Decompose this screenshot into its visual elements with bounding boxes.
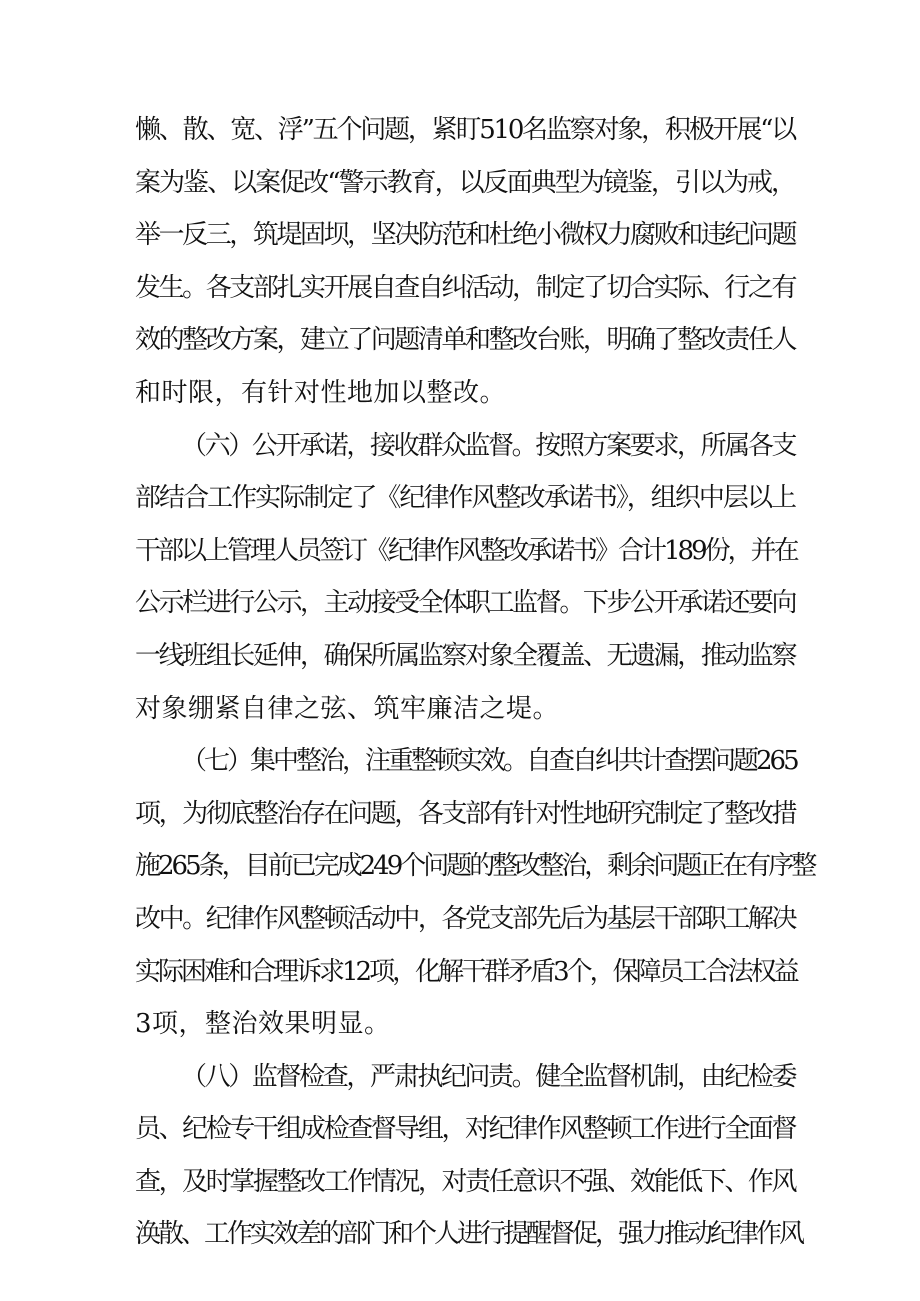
- text-line: 一线班组长延伸，确保所属监察对象全覆盖、无遗漏，推动监察: [135, 640, 795, 671]
- text-line: 发生。各支部扎实开展自查自纠活动，制定了切合实际、行之有: [135, 272, 795, 303]
- text-line: 3项，整治效果明显。: [135, 1009, 391, 1040]
- paragraph-7-centralized-rectification: [135, 735, 815, 1051]
- document-body: [135, 104, 815, 1261]
- text-line: 对象绷紧自律之弦、筑牢廉洁之堤。: [135, 693, 560, 724]
- text-line: 和时限，有针对性地加以整改。: [135, 377, 507, 408]
- paragraph-6-public-commitment: [135, 420, 795, 736]
- text-line: 效的整改方案，建立了问题清单和整改台账，明确了整改责任人: [135, 325, 795, 356]
- text-line: 实际困难和合理诉求12项，化解干群矛盾3个，保障员工合法权益: [135, 956, 797, 987]
- text-line: 公示栏进行公示，主动接受全体职工监督。下步公开承诺还要向: [135, 588, 795, 619]
- paragraph-5-continuation: [135, 104, 795, 420]
- text-line-indented: （七）集中整治，注重整顿实效。自查自纠共计查摆问题265: [181, 746, 797, 777]
- text-line: 举一反三，筑堤固坝，坚决防范和杜绝小微权力腐败和违纪问题: [135, 220, 795, 251]
- text-line: 员、纪检专干组成检查督导组，对纪律作风整顿工作进行全面督: [135, 1114, 795, 1145]
- text-line: 项，为彻底整治存在问题，各支部有针对性地研究制定了整改措: [135, 798, 795, 829]
- text-line: 改中。纪律作风整顿活动中，各党支部先后为基层干部职工解决: [135, 903, 795, 934]
- text-line-indented: （六）公开承诺，接收群众监督。按照方案要求，所属各支: [181, 430, 795, 461]
- text-line: 施265条，目前已完成249个问题的整改整治，剩余问题正在有序整: [135, 851, 815, 882]
- text-line: 查，及时掌握整改工作情况，对责任意识不强、效能低下、作风: [135, 1166, 795, 1197]
- paragraph-8-supervision-inspection: [135, 1051, 803, 1261]
- text-line-indented: （八）监督检查，严肃执纪问责。健全监督机制，由纪检委: [181, 1061, 795, 1092]
- text-line: 部结合工作实际制定了《纪律作风整改承诺书》，组织中层以上: [135, 483, 795, 514]
- text-line: 案为鉴、以案促改“警示教育，以反面典型为镜鉴，引以为戒，: [135, 167, 795, 198]
- text-line: 懒、散、宽、浮”五个问题，紧盯510名监察对象，积极开展“以: [135, 115, 795, 145]
- text-line: 干部以上管理人员签订《纪律作风整改承诺书》合计189份，并在: [135, 535, 797, 566]
- text-line: 涣散、工作实效差的部门和个人进行提醒督促，强力推动纪律作风: [135, 1219, 803, 1250]
